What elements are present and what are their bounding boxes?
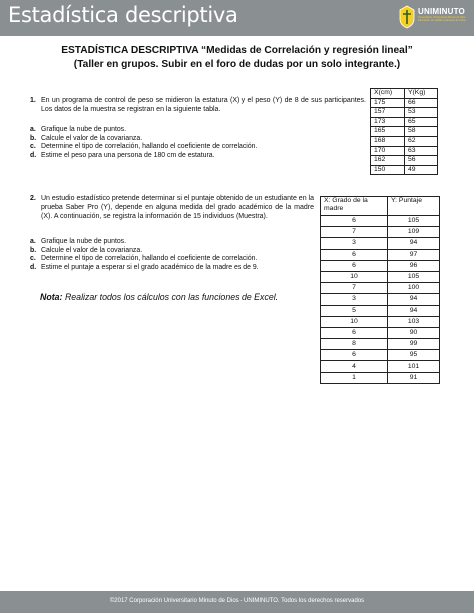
table-cell: 103 [388,316,440,327]
question-2-number: 2. [30,195,36,202]
table-cell: 94 [388,305,440,316]
list-item [30,264,259,273]
table-cell: 95 [388,350,440,361]
table-row [321,294,440,305]
table-row [321,350,440,361]
table-cell: 6 [321,327,388,338]
list-item-text: Determine el tipo de correlación, hallando el coeficiente de correlación. [41,255,258,263]
table-cell: 90 [388,327,440,338]
list-item-letter: b. [30,134,37,142]
table-cell: 150 [371,165,405,175]
question-2 [30,194,314,221]
list-item-text: Grafique la nube de puntos. [41,126,127,133]
page-footer [0,591,474,613]
table-row [321,339,440,350]
table-header: X(cm) [371,89,405,99]
table-row [321,361,440,372]
table-cell: 100 [388,283,440,294]
list-item [30,135,257,144]
table-cell: 109 [388,227,440,238]
table-cell: 6 [321,350,388,361]
table-row [371,127,438,137]
question-2-text: Un estudio estadístico pretende determinar si el puntaje obtenido de un estudiante en la prueba Saber Pro (Y), depende en alguna medida del grado académico de la madre (X). A continuación, se registra la información de 15 individuos (Muestra). [41,195,314,220]
table-cell: 105 [388,216,440,227]
list-item-letter: d. [30,151,37,159]
list-item [30,143,257,152]
table-cell: 10 [321,271,388,282]
table-cell: 91 [388,372,440,383]
page-header [0,0,474,36]
table-row [321,227,440,238]
note-text: Realizar todos los cálculos con las funciones de Excel. [64,292,279,302]
question-1-text: En un programa de control de peso se midieron la estatura (X) y el peso (Y) de 8 de sus participantes. Los datos de la muestra se registran en la siguiente tabla. [41,97,366,113]
list-item [30,255,259,264]
table-header: Y: Puntaje [388,197,440,216]
table-row [371,156,438,166]
table-row [321,305,440,316]
logo-tagline: Corporación Universitaria Minuto de Dios · Educación de calidad al alcance de todos [418,16,467,22]
table-cell: 6 [321,249,388,260]
table-cell: 162 [371,156,405,166]
table-cell: 170 [371,146,405,156]
table-cell: 10 [321,316,388,327]
table-row [371,117,438,127]
table-header: Y(Kg) [405,89,438,99]
table-cell: 6 [321,260,388,271]
table-row [371,108,438,118]
table-cell: 3 [321,238,388,249]
list-item [30,126,257,135]
table-cell: 7 [321,227,388,238]
table-cell: 94 [388,238,440,249]
table-cell: 94 [388,294,440,305]
table-cell: 173 [371,117,405,127]
table-cell: 53 [405,108,438,118]
table-row [321,249,440,260]
list-item [30,152,257,161]
list-item-letter: b. [30,246,37,254]
table-row [321,271,440,282]
table-cell: 6 [321,216,388,227]
table-cell: 101 [388,361,440,372]
list-item [30,247,259,256]
table-row [321,260,440,271]
question-2-items [30,238,259,272]
uniminuto-logo [398,5,470,31]
uniminuto-emblem-icon [398,5,416,29]
header-title: Estadística descriptiva [8,3,238,27]
list-item-letter: a. [30,126,36,133]
excel-note [40,292,278,302]
list-item-text: Grafique la nube de puntos. [41,238,127,245]
table-row [321,216,440,227]
list-item-letter: d. [30,263,37,271]
table-cell: 65 [405,117,438,127]
table-cell: 175 [371,98,405,108]
list-item-letter: c. [30,143,36,151]
table-row [321,238,440,249]
list-item-letter: a. [30,238,36,245]
title-line-1: ESTADÍSTICA DESCRIPTIVA “Medidas de Correlación y regresión lineal” [61,45,413,56]
note-label: Nota: [40,292,63,302]
table-cell: 56 [405,156,438,166]
table-cell: 63 [405,146,438,156]
list-item-text: Calcule el valor de la covarianza. [41,246,143,254]
table-cell: 157 [371,108,405,118]
table-grade-score [320,196,440,384]
table-cell: 97 [388,249,440,260]
table-row [321,316,440,327]
list-item-text: Estime el peso para una persona de 180 cm de estatura. [41,151,215,159]
table-cell: 58 [405,127,438,137]
question-1-number: 1. [30,97,36,104]
table-row [321,372,440,383]
table-header: X: Grado de la madre [321,197,388,216]
table-cell: 5 [321,305,388,316]
table-cell: 7 [321,283,388,294]
table-height-weight [370,88,438,175]
table-cell: 4 [321,361,388,372]
table-row [321,283,440,294]
list-item-text: Estime el puntaje a esperar si el grado académico de la madre es de 9. [41,263,259,271]
table-cell: 165 [371,127,405,137]
table-row [371,98,438,108]
logo-name: UNIMINUTO [418,7,465,16]
title-line-2: (Taller en grupos. Subir en el foro de dudas por un solo integrante.) [73,59,401,70]
footer-copyright: ©2017 Corporación Universitario Minuto de Dios - UNIMINUTO. Todos los derechos reservados [109,598,365,604]
list-item-text: Calcule el valor de la covarianza. [41,134,143,142]
table-cell: 99 [388,339,440,350]
table-cell: 8 [321,339,388,350]
table-row [371,165,438,175]
list-item-text: Determine el tipo de correlación, hallando el coeficiente de correlación. [41,143,258,151]
table-cell: 66 [405,98,438,108]
table-cell: 105 [388,271,440,282]
table-cell: 49 [405,165,438,175]
list-item [30,238,259,247]
table-row [371,146,438,156]
table-cell: 3 [321,294,388,305]
table-cell: 62 [405,136,438,146]
table-cell: 1 [321,372,388,383]
table-row [371,136,438,146]
table-cell: 96 [388,260,440,271]
question-1 [30,96,366,114]
document-title [0,44,474,72]
list-item-letter: c. [30,255,36,263]
question-1-items [30,126,257,160]
table-cell: 168 [371,136,405,146]
table-row [321,327,440,338]
